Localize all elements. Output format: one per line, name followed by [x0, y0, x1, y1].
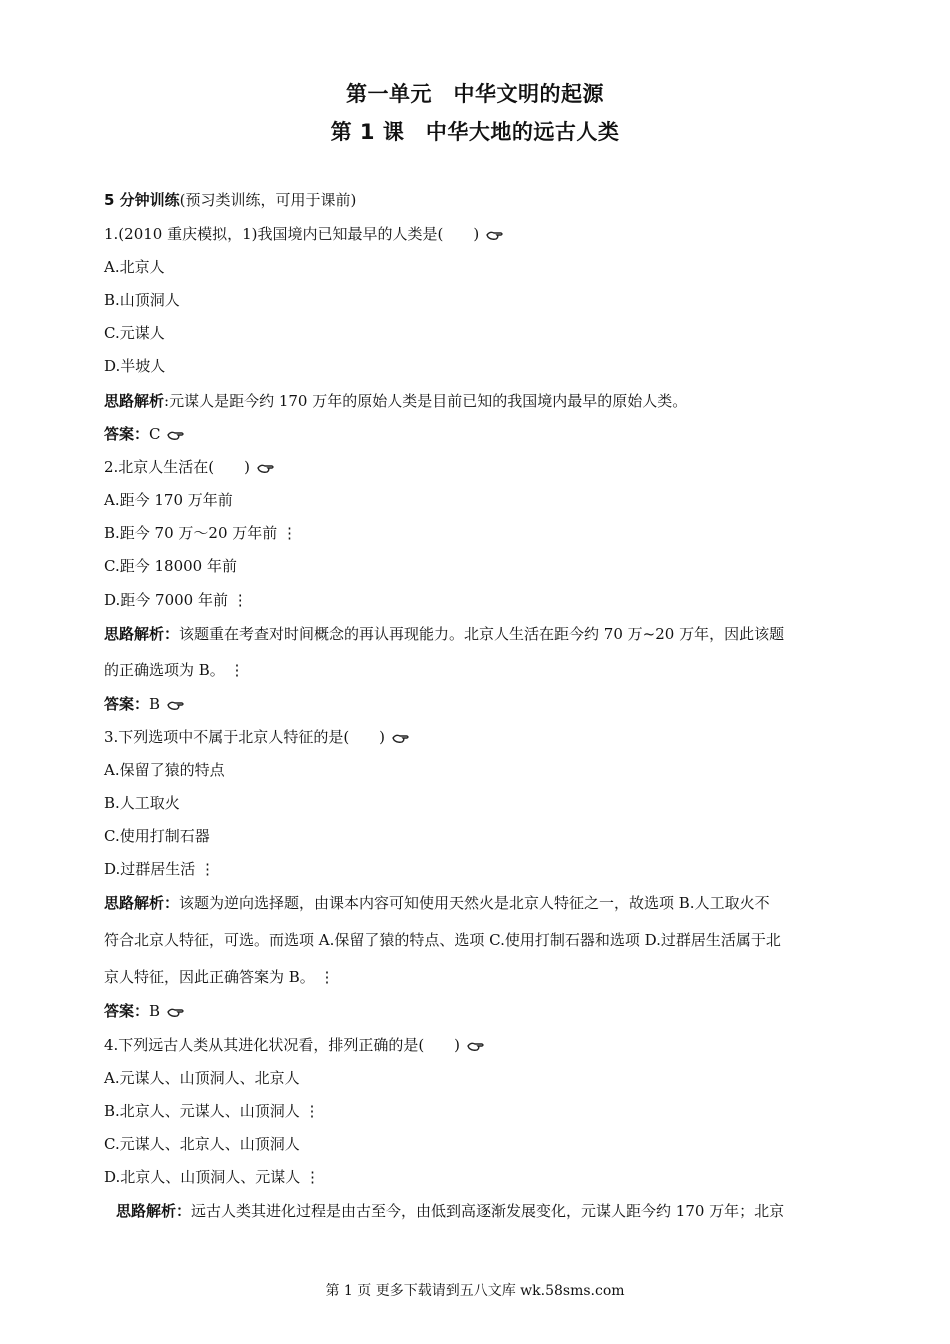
option: B.距今 70 万～20 万年前 ⋮: [104, 524, 298, 542]
option: A.距今 170 万年前: [104, 491, 233, 509]
pointing-hand-icon: [167, 699, 185, 711]
pointing-hand-icon: [467, 1040, 485, 1052]
analysis-text: 该题为逆向选择题，由课本内容可知使用天然火是北京人特征之一，故选项 B.人工取火不: [179, 894, 770, 912]
option: D.北京人、山顶洞人、元谋人 ⋮: [104, 1168, 321, 1186]
analysis-continued: 的正确选项为 B。 ⋮: [104, 661, 245, 679]
analysis-label: 思路解析: [104, 392, 165, 410]
option: A.元谋人、山顶洞人、北京人: [104, 1069, 300, 1087]
answer-label: 答案：: [104, 1002, 150, 1020]
option: A.保留了猿的特点: [104, 761, 225, 779]
answer-value: B: [149, 695, 161, 713]
analysis-text: 远古人类其进化过程是由古至今，由低到高逐渐发展变化，元谋人距今约 170 万年；北京: [191, 1202, 785, 1220]
question-text: 2.北京人生活在( ): [104, 458, 251, 476]
question-text: 1.(2010 重庆模拟，1)我国境内已知最早的人类是( ): [104, 225, 480, 243]
question-3-stem: [104, 727, 864, 747]
option: C.元谋人、北京人、山顶洞人: [104, 1135, 300, 1153]
answer-value: B: [149, 1002, 161, 1020]
page-footer: 第 1 页 更多下载请到五八文库 wk.58sms.com: [325, 1283, 625, 1299]
analysis: [116, 1201, 864, 1221]
option: C.使用打制石器: [104, 827, 210, 845]
answer-label: 答案：: [104, 425, 150, 443]
pointing-hand-icon: [392, 732, 410, 744]
answer: [104, 694, 864, 714]
section-header-bold: 5 分钟训练: [104, 191, 180, 209]
analysis-label: 思路解析：: [104, 894, 180, 912]
analysis-label: 思路解析：: [116, 1202, 192, 1220]
answer-label: 答案：: [104, 695, 150, 713]
option: D.过群居生活 ⋮: [104, 860, 216, 878]
question-text: 4.下列远古人类从其进化状况看，排列正确的是( ): [104, 1036, 461, 1054]
option: B.人工取火: [104, 794, 180, 812]
option: D.半坡人: [104, 357, 166, 375]
section-header-note: (预习类训练，可用于课前): [179, 191, 357, 209]
option: B.山顶洞人: [104, 291, 180, 309]
question-1-stem: [104, 224, 864, 244]
pointing-hand-icon: [167, 429, 185, 441]
lesson-title: 第 1 课 中华大地的远古人类: [330, 120, 620, 144]
pointing-hand-icon: [257, 462, 275, 474]
answer: [104, 424, 864, 444]
analysis-text: 该题重在考查对时间概念的再认再现能力。北京人生活在距今约 70 万~20 万年，因此该题: [179, 625, 785, 643]
analysis-continued: 京人特征，因此正确答案为 B。 ⋮: [104, 968, 335, 986]
option: C.距今 18000 年前: [104, 557, 237, 575]
analysis-label: 思路解析：: [104, 625, 180, 643]
question-4-stem: [104, 1035, 864, 1055]
analysis: [104, 624, 864, 644]
option: A.北京人: [104, 258, 165, 276]
analysis: [104, 893, 864, 913]
analysis: [104, 391, 864, 411]
unit-title: 第一单元 中华文明的起源: [346, 82, 604, 106]
pointing-hand-icon: [167, 1006, 185, 1018]
analysis-text: :元谋人是距今约 170 万年的原始人类是目前已知的我国境内最早的原始人类。: [164, 392, 688, 410]
option: C.元谋人: [104, 324, 165, 342]
answer-value: C: [149, 425, 161, 443]
analysis-continued: 符合北京人特征，可选。而选项 A.保留了猿的特点、选项 C.使用打制石器和选项 D.过群居生活属于北: [104, 931, 781, 949]
option: B.北京人、元谋人、山顶洞人 ⋮: [104, 1102, 320, 1120]
section-header: [104, 190, 864, 210]
question-text: 3.下列选项中不属于北京人特征的是( ): [104, 728, 386, 746]
pointing-hand-icon: [486, 229, 504, 241]
question-2-stem: [104, 457, 864, 477]
option: D.距今 7000 年前 ⋮: [104, 591, 248, 609]
answer: [104, 1001, 864, 1021]
